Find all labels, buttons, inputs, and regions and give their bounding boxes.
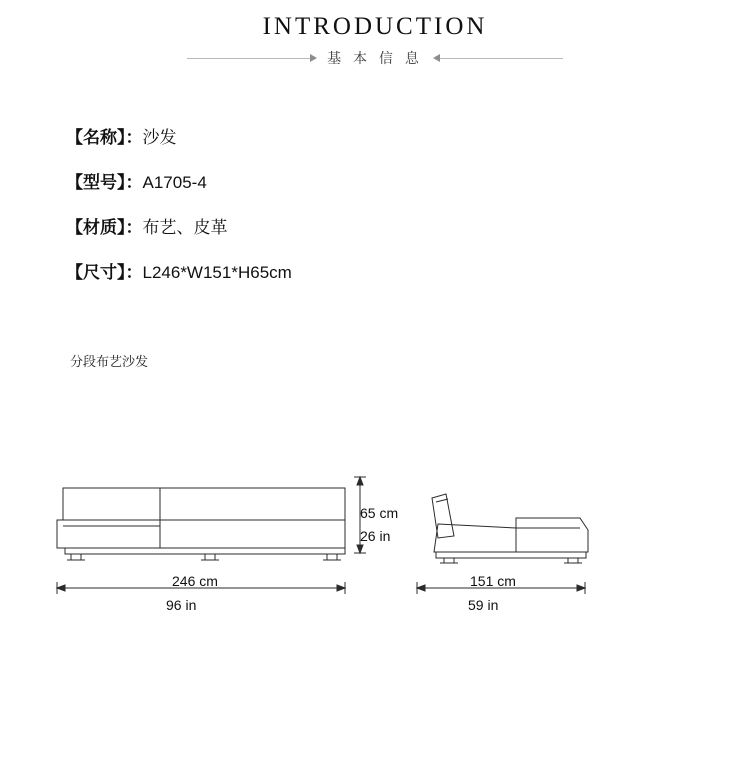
spec-row-material xyxy=(66,218,292,238)
spec-row-name xyxy=(66,128,292,148)
front-elevation-drawing xyxy=(55,480,355,575)
spec-list xyxy=(66,128,292,308)
spec-label-name: 【名称】： xyxy=(66,128,143,147)
spec-row-model xyxy=(66,173,292,193)
spec-value-material: 布艺、皮革 xyxy=(142,218,228,237)
page-header xyxy=(0,0,750,68)
width-dimension-in: 96 in xyxy=(166,597,197,613)
depth-dimension-in: 59 in xyxy=(468,597,499,613)
spec-value-model: A1705-4 xyxy=(142,173,207,192)
page-title: INTRODUCTION xyxy=(262,13,488,40)
spec-value-name: 沙发 xyxy=(142,128,177,147)
arrow-left-icon xyxy=(433,54,440,62)
header-subtitle: 基 本 信 息 xyxy=(327,50,423,66)
depth-dimension-cm: 151 cm xyxy=(470,573,516,589)
product-note: 分段布艺沙发 xyxy=(70,354,149,369)
spec-row-size xyxy=(66,263,292,283)
spec-label-material: 【材质】： xyxy=(66,218,143,237)
rule-line-right xyxy=(440,58,563,59)
dimension-drawings xyxy=(0,470,750,620)
header-rule-left xyxy=(187,54,317,62)
spec-label-size: 【尺寸】： xyxy=(66,263,143,282)
height-dimension-in: 26 in xyxy=(360,528,391,544)
side-elevation-drawing xyxy=(420,480,610,575)
rule-line-left xyxy=(187,58,310,59)
spec-label-model: 【型号】： xyxy=(66,173,143,192)
arrow-right-icon xyxy=(310,54,317,62)
spec-value-size: L246*W151*H65cm xyxy=(142,263,292,282)
header-rule-right xyxy=(433,54,563,62)
header-subtitle-row xyxy=(0,48,750,68)
height-dimension-cm: 65 cm xyxy=(360,505,399,521)
width-dimension-cm: 246 cm xyxy=(172,573,218,589)
